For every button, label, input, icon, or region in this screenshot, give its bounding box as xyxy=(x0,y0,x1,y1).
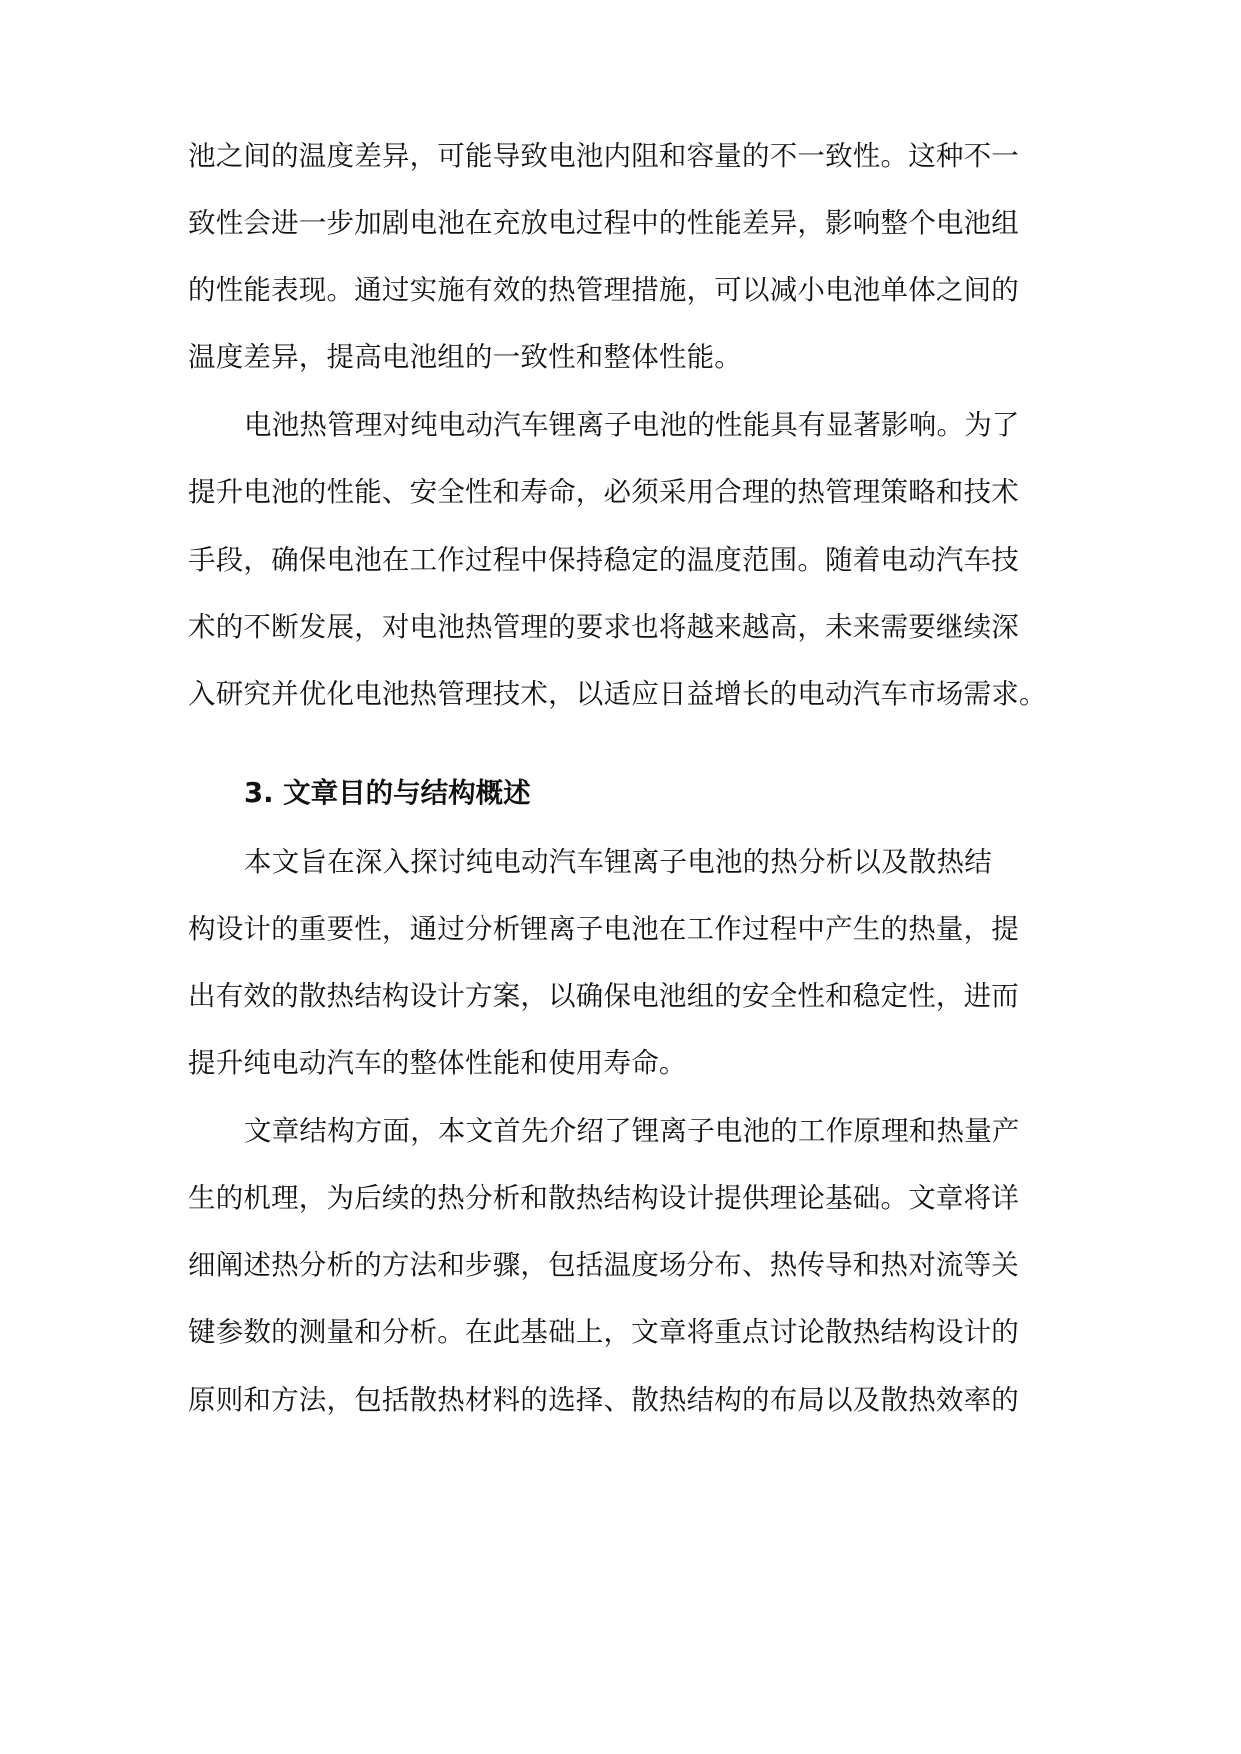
text-line: 的性能表现。通过实施有效的热管理措施，可以减小电池单体之间的 xyxy=(188,274,1019,306)
text-line: 细阐述热分析的方法和步骤，包括温度场分布、热传导和热对流等关 xyxy=(188,1249,1019,1281)
text-line: 电池热管理对纯电动汽车锂离子电池的性能具有显著影响。为了 xyxy=(244,409,1020,441)
text-line: 生的机理，为后续的热分析和散热结构设计提供理论基础。文章将详 xyxy=(188,1182,1019,1214)
text-line: 文章结构方面，本文首先介绍了锂离子电池的工作原理和热量产 xyxy=(244,1115,1020,1147)
text-line: 本文旨在深入探讨纯电动汽车锂离子电池的热分析以及散热结 xyxy=(244,846,992,878)
text-line: 出有效的散热结构设计方案，以确保电池组的安全性和稳定性，进而 xyxy=(188,980,1019,1012)
text-line: 构设计的重要性，通过分析锂离子电池在工作过程中产生的热量，提 xyxy=(188,913,1019,945)
text-line: 术的不断发展，对电池热管理的要求也将越来越高，未来需要继续深 xyxy=(188,611,1019,643)
text-line: 提升电池的性能、安全性和寿命，必须采用合理的热管理策略和技术 xyxy=(188,476,1019,508)
text-line: 致性会进一步加剧电池在充放电过程中的性能差异，影响整个电池组 xyxy=(188,207,1019,239)
text-line: 温度差异，提高电池组的一致性和整体性能。 xyxy=(188,341,742,373)
text-line: 池之间的温度差异，可能导致电池内阻和容量的不一致性。这种不一 xyxy=(188,140,1019,172)
text-line: 提升纯电动汽车的整体性能和使用寿命。 xyxy=(188,1047,687,1079)
text-line: 键参数的测量和分析。在此基础上，文章将重点讨论散热结构设计的 xyxy=(188,1316,1019,1348)
text-line: 手段，确保电池在工作过程中保持稳定的温度范围。随着电动汽车技 xyxy=(188,544,1019,576)
section-heading: 3. 文章目的与结构概述 xyxy=(244,777,531,809)
text-line: 入研究并优化电池热管理技术，以适应日益增长的电动汽车市场需求。 xyxy=(188,678,1047,710)
text-line: 原则和方法，包括散热材料的选择、散热结构的布局以及散热效率的 xyxy=(188,1384,1019,1416)
